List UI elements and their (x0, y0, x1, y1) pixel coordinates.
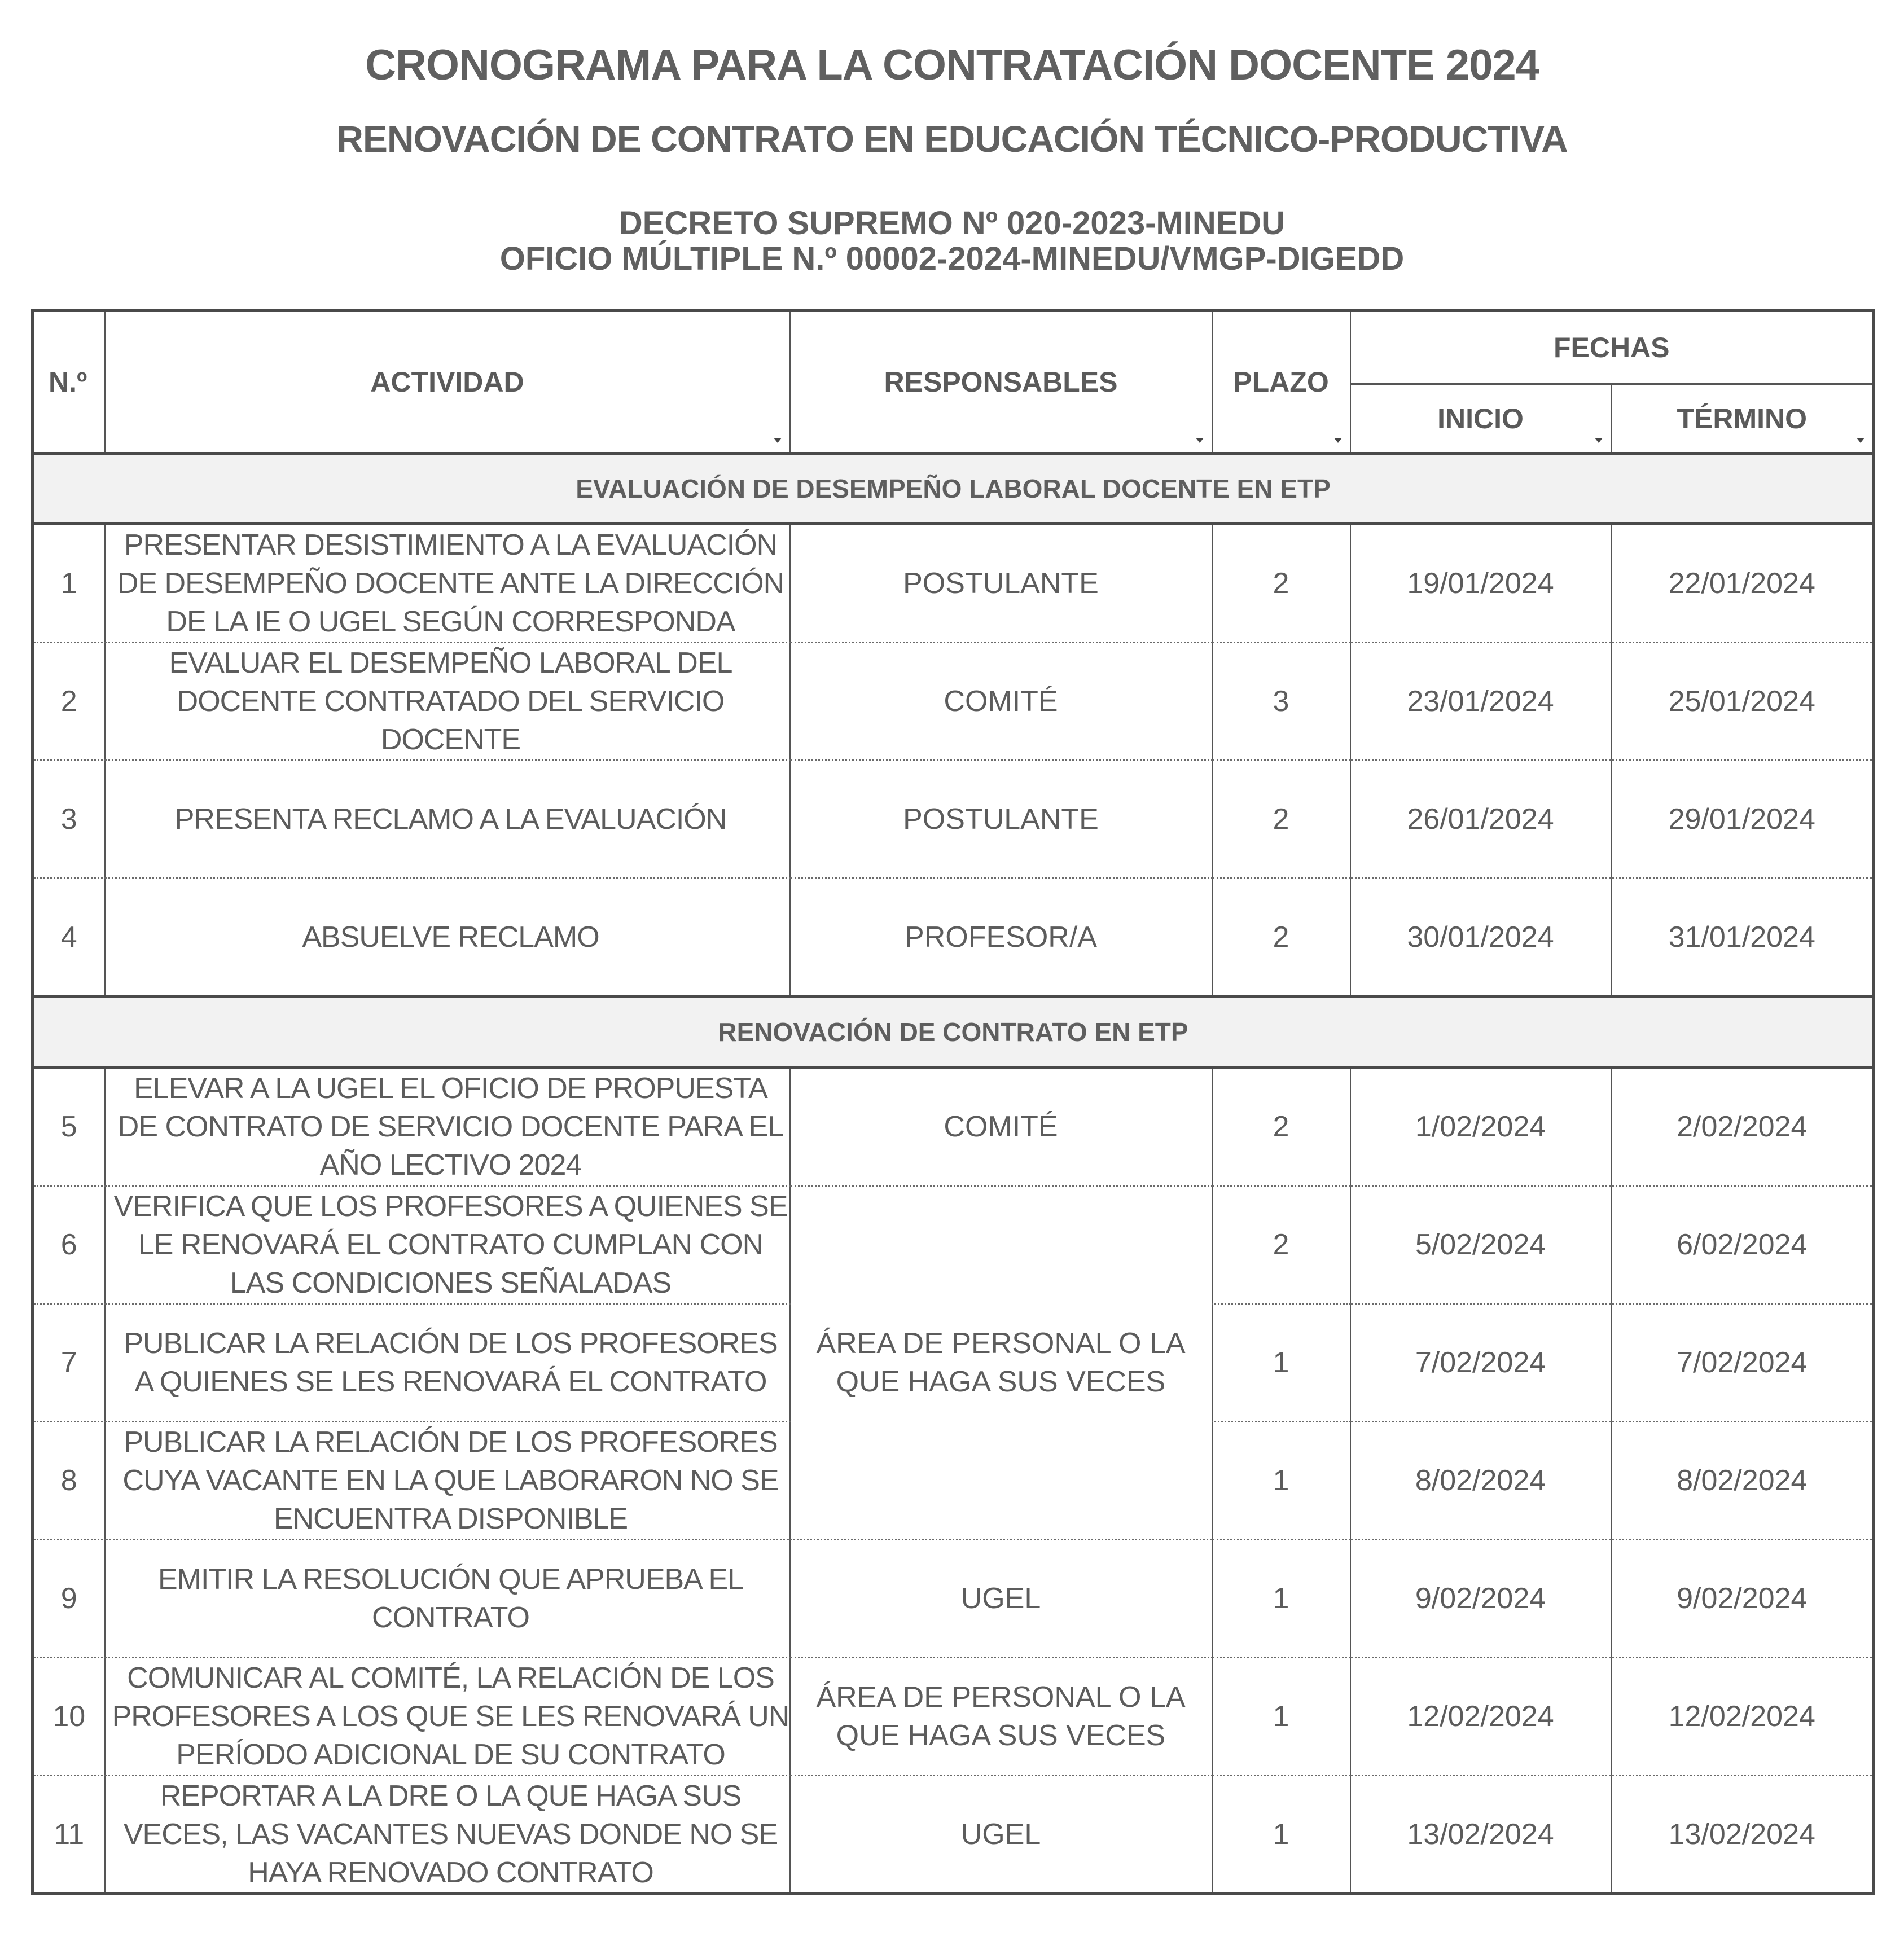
plazo-cell: 1 (1212, 1658, 1350, 1776)
filter-dropdown-icon[interactable] (1857, 438, 1864, 443)
activity-cell: REPORTAR A LA DRE O LA QUE HAGA SUS VECES, LAS VACANTES NUEVAS DONDE NO SE HAYA RENOVADO CONTRATO (105, 1776, 790, 1894)
row-number: 8 (33, 1422, 105, 1540)
responsible-cell: ÁREA DE PERSONAL O LA QUE HAGA SUS VECES (790, 1658, 1212, 1776)
plazo-cell: 2 (1212, 1186, 1350, 1304)
table-header (33, 311, 1874, 454)
plazo-cell: 3 (1212, 643, 1350, 761)
activity-cell: PRESENTA RECLAMO A LA EVALUACIÓN (105, 761, 790, 879)
plazo-cell: 2 (1212, 761, 1350, 879)
activity-cell: PUBLICAR LA RELACIÓN DE LOS PROFESORES CUYA VACANTE EN LA QUE LABORARON NO SE ENCUENTRA DISPONIBLE (105, 1422, 790, 1540)
plazo-cell: 1 (1212, 1540, 1350, 1658)
activity-cell: PUBLICAR LA RELACIÓN DE LOS PROFESORES A QUIENES SE LES RENOVARÁ EL CONTRATO (105, 1304, 790, 1422)
document-subtitle: RENOVACIÓN DE CONTRATO EN EDUCACIÓN TÉCNICO-PRODUCTIVA (336, 118, 1568, 160)
row-number: 5 (33, 1068, 105, 1186)
end-date-cell: 6/02/2024 (1611, 1186, 1874, 1304)
plazo-cell: 2 (1212, 524, 1350, 643)
activity-cell: COMUNICAR AL COMITÉ, LA RELACIÓN DE LOS PROFESORES A LOS QUE SE LES RENOVARÁ UN PERÍODO ADICIONAL DE SU CONTRATO (105, 1658, 790, 1776)
table-row (33, 1186, 1874, 1304)
responsible-cell: UGEL (790, 1540, 1212, 1658)
start-date-cell: 23/01/2024 (1350, 643, 1611, 761)
responsible-cell: UGEL (790, 1776, 1212, 1894)
column-header-num: N.º (33, 311, 105, 454)
end-date-cell: 12/02/2024 (1611, 1658, 1874, 1776)
end-date-cell: 9/02/2024 (1611, 1540, 1874, 1658)
table-row (33, 1540, 1874, 1658)
column-group-fechas: FECHAS (1350, 311, 1874, 385)
start-date-cell: 13/02/2024 (1350, 1776, 1611, 1894)
row-number: 2 (33, 643, 105, 761)
activity-cell: PRESENTAR DESISTIMIENTO A LA EVALUACIÓN DE DESEMPEÑO DOCENTE ANTE LA DIRECCIÓN DE LA IE O UGEL SEGÚN CORRESPONDA (105, 524, 790, 643)
activity-cell: VERIFICA QUE LOS PROFESORES A QUIENES SE LE RENOVARÁ EL CONTRATO CUMPLAN CON LAS CONDICIONES SEÑALADAS (105, 1186, 790, 1304)
activity-cell: ABSUELVE RECLAMO (105, 879, 790, 997)
start-date-cell: 5/02/2024 (1350, 1186, 1611, 1304)
plazo-cell: 1 (1212, 1422, 1350, 1540)
end-date-cell: 22/01/2024 (1611, 524, 1874, 643)
row-number: 6 (33, 1186, 105, 1304)
table-row (33, 643, 1874, 761)
start-date-cell: 30/01/2024 (1350, 879, 1611, 997)
column-header-inicio[interactable]: INICIO (1350, 384, 1611, 454)
column-header-responsables[interactable]: RESPONSABLES (790, 311, 1212, 454)
responsible-cell: COMITÉ (790, 1068, 1212, 1186)
responsible-cell: COMITÉ (790, 643, 1212, 761)
responsible-cell: POSTULANTE (790, 524, 1212, 643)
schedule-table (31, 309, 1875, 1895)
end-date-cell: 8/02/2024 (1611, 1422, 1874, 1540)
end-date-cell: 2/02/2024 (1611, 1068, 1874, 1186)
oficio-reference: OFICIO MÚLTIPLE N.º 00002-2024-MINEDU/VMGP-DIGEDD (499, 240, 1405, 277)
plazo-cell: 1 (1212, 1776, 1350, 1894)
row-number: 9 (33, 1540, 105, 1658)
end-date-cell: 31/01/2024 (1611, 879, 1874, 997)
section-renovacion (33, 997, 1874, 1894)
section-evaluacion (33, 454, 1874, 997)
start-date-cell: 1/02/2024 (1350, 1068, 1611, 1186)
start-date-cell: 8/02/2024 (1350, 1422, 1611, 1540)
plazo-cell: 2 (1212, 1068, 1350, 1186)
end-date-cell: 7/02/2024 (1611, 1304, 1874, 1422)
filter-dropdown-icon[interactable] (1196, 438, 1204, 443)
table-row (33, 879, 1874, 997)
row-number: 10 (33, 1658, 105, 1776)
plazo-cell: 2 (1212, 879, 1350, 997)
activity-cell: EMITIR LA RESOLUCIÓN QUE APRUEBA EL CONTRATO (105, 1540, 790, 1658)
table-row (33, 1068, 1874, 1186)
row-number: 1 (33, 524, 105, 643)
section-title: EVALUACIÓN DE DESEMPEÑO LABORAL DOCENTE EN ETP (33, 454, 1874, 524)
end-date-cell: 29/01/2024 (1611, 761, 1874, 879)
row-number: 11 (33, 1776, 105, 1894)
plazo-cell: 1 (1212, 1304, 1350, 1422)
column-header-plazo[interactable]: PLAZO (1212, 311, 1350, 454)
start-date-cell: 7/02/2024 (1350, 1304, 1611, 1422)
start-date-cell: 19/01/2024 (1350, 524, 1611, 643)
start-date-cell: 26/01/2024 (1350, 761, 1611, 879)
activity-cell: ELEVAR A LA UGEL EL OFICIO DE PROPUESTA DE CONTRATO DE SERVICIO DOCENTE PARA EL AÑO LECTIVO 2024 (105, 1068, 790, 1186)
decree-reference: DECRETO SUPREMO Nº 020-2023-MINEDU (618, 205, 1286, 241)
document-title: CRONOGRAMA PARA LA CONTRATACIÓN DOCENTE 2024 (365, 41, 1539, 89)
end-date-cell: 13/02/2024 (1611, 1776, 1874, 1894)
activity-cell: EVALUAR EL DESEMPEÑO LABORAL DEL DOCENTE CONTRATADO DEL SERVICIO DOCENTE (105, 643, 790, 761)
start-date-cell: 9/02/2024 (1350, 1540, 1611, 1658)
table-row (33, 761, 1874, 879)
section-title: RENOVACIÓN DE CONTRATO EN ETP (33, 997, 1874, 1068)
responsible-cell: PROFESOR/A (790, 879, 1212, 997)
responsible-cell: POSTULANTE (790, 761, 1212, 879)
row-number: 7 (33, 1304, 105, 1422)
table-row (33, 1658, 1874, 1776)
table-row (33, 1776, 1874, 1894)
row-number: 3 (33, 761, 105, 879)
end-date-cell: 25/01/2024 (1611, 643, 1874, 761)
filter-dropdown-icon[interactable] (774, 438, 782, 443)
column-header-termino[interactable]: TÉRMINO (1611, 384, 1874, 454)
filter-dropdown-icon[interactable] (1595, 438, 1603, 443)
start-date-cell: 12/02/2024 (1350, 1658, 1611, 1776)
column-header-actividad[interactable]: ACTIVIDAD (105, 311, 790, 454)
table-row (33, 524, 1874, 643)
row-number: 4 (33, 879, 105, 997)
filter-dropdown-icon[interactable] (1334, 438, 1342, 443)
responsible-cell-merged: ÁREA DE PERSONAL O LA QUE HAGA SUS VECES (790, 1186, 1212, 1540)
